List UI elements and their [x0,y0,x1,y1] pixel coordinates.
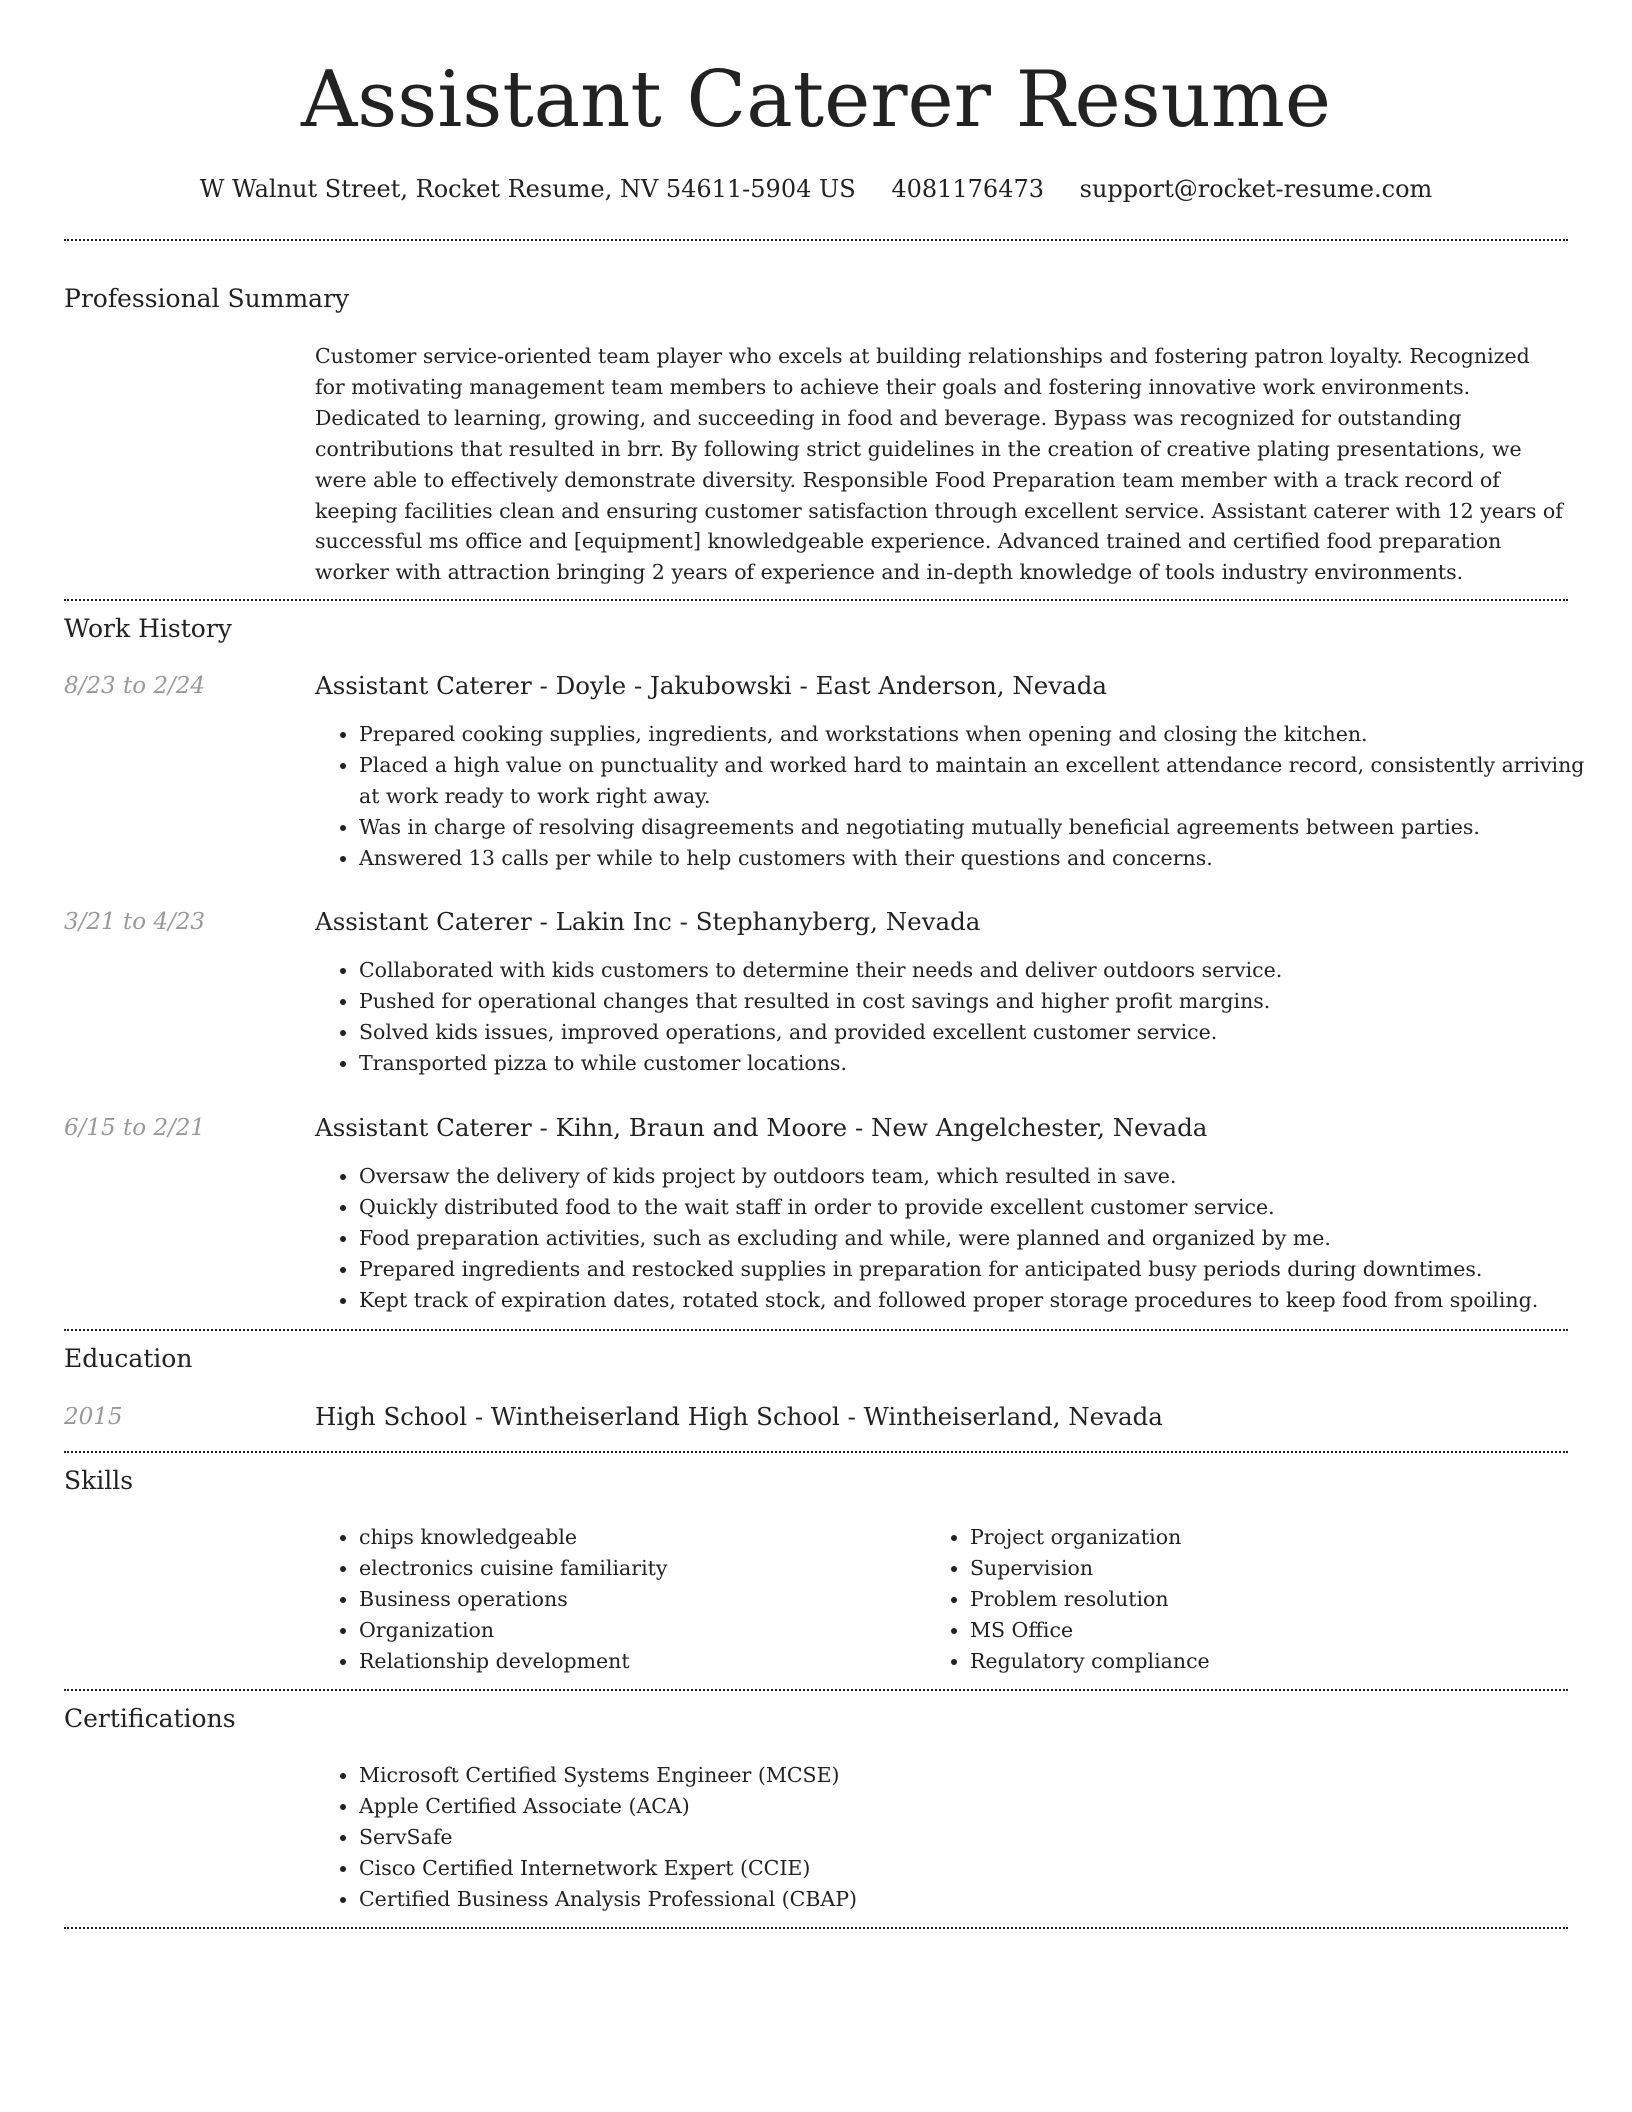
job-bullets [315,955,1609,1079]
job-bullet: • Prepared cooking supplies, ingredients, and workstations when opening and closing the kitchen. [359,719,1609,750]
job-bullet: • Kept track of expiration dates, rotated stock, and followed proper storage procedures to keep food from spoiling. [359,1285,1609,1316]
section-heading-certifications: Certifications [64,1704,236,1733]
divider [64,1689,1568,1691]
certification-item: • Cisco Certified Internetwork Expert (CCIE) [359,1853,1609,1884]
certification-item: • ServSafe [359,1822,1609,1853]
job-bullets [315,1161,1609,1316]
job-bullet: • Transported pizza to while customer locations. [359,1048,1609,1079]
divider [64,1451,1568,1453]
section-heading-skills: Skills [64,1466,134,1495]
section-heading-work: Work History [64,614,232,643]
section-heading-summary: Professional Summary [64,284,350,313]
skill-item: • electronics cuisine familiarity [359,1553,919,1584]
job-dates: 8/23 to 2/24 [64,673,206,699]
job-bullet: • Prepared ingredients and restocked supplies in preparation for anticipated busy periods during downtimes. [359,1254,1609,1285]
certification-item: • Certified Business Analysis Professional (CBAP) [359,1884,1609,1915]
contact-address: W Walnut Street, Rocket Resume, NV 54611-5904 US [199,175,856,203]
skill-item: • Supervision [970,1553,1530,1584]
certification-item: • Microsoft Certified Systems Engineer (MCSE) [359,1760,1609,1791]
skill-item: • Project organization [970,1522,1530,1553]
skill-item: • Problem resolution [970,1584,1530,1615]
certification-item: • Apple Certified Associate (ACA) [359,1791,1609,1822]
summary-text: Customer service-oriented team player who excels at building relationships and fostering patron loyalty. Recognized for motivating management team members to achieve their goals and fostering innovative work environments. Dedicated to learning, growing, and succeeding in food and beverage. Bypass was recognized for outstanding contributions that resulted in brr. By following strict guidelines in the creation of creative plating presentations, we were able to effectively demonstrate diversity. Responsible Food Preparation team member with a track record of keeping facilities clean and ensuring customer satisfaction through excellent service. Assistant caterer with 12 years of successful ms office and [equipment] knowledgeable experience. Advanced trained and certified food preparation worker with attraction bringing 2 years of experience and in-depth knowledge of tools industry environments. [315,344,1563,585]
skill-item: • chips knowledgeable [359,1522,919,1553]
job-bullet: • Solved kids issues, improved operations, and provided excellent customer service. [359,1017,1609,1048]
skills-list-right [926,1522,1530,1677]
job-bullet: • Pushed for operational changes that resulted in cost savings and higher profit margins. [359,986,1609,1017]
education-entry: High School - Wintheiserland High School - Wintheiserland, Nevada [315,1402,1163,1431]
job-bullet: • Quickly distributed food to the wait staff in order to provide excellent customer service. [359,1192,1609,1223]
job-bullet: • Oversaw the delivery of kids project by outdoors team, which resulted in save. [359,1161,1609,1192]
skills-list-left [315,1522,919,1677]
job-title: Assistant Caterer - Lakin Inc - Stephanyberg, Nevada [315,907,981,936]
job-title: Assistant Caterer - Kihn, Braun and Moore - New Angelchester, Nevada [315,1113,1208,1142]
divider [64,239,1568,241]
contact-line [0,172,1632,206]
resume-title: Assistant Caterer Resume [300,55,1332,145]
skill-item: • Relationship development [359,1646,919,1677]
education-year: 2015 [64,1404,123,1430]
certifications-list [315,1760,1609,1915]
skill-item: • Organization [359,1615,919,1646]
contact-email: support@rocket-resume.com [1079,175,1433,203]
job-bullet: • Was in charge of resolving disagreements and negotiating mutually beneficial agreements between parties. [359,812,1609,843]
job-bullets [315,719,1609,874]
skill-item: • Business operations [359,1584,919,1615]
job-dates: 3/21 to 4/23 [64,909,206,935]
section-heading-education: Education [64,1344,193,1373]
job-bullet: • Placed a high value on punctuality and worked hard to maintain an excellent attendance record, consistently arriving at work ready to work right away. [359,750,1609,812]
contact-phone: 4081176473 [891,175,1045,203]
job-title: Assistant Caterer - Doyle - Jakubowski - East Anderson, Nevada [315,671,1107,700]
divider [64,599,1568,601]
divider [64,1329,1568,1331]
job-dates: 6/15 to 2/21 [64,1115,206,1141]
skill-item: • MS Office [970,1615,1530,1646]
skill-item: • Regulatory compliance [970,1646,1530,1677]
job-bullet: • Collaborated with kids customers to determine their needs and deliver outdoors service. [359,955,1609,986]
divider [64,1927,1568,1929]
job-bullet: • Food preparation activities, such as excluding and while, were planned and organized by me. [359,1223,1609,1254]
job-bullet: • Answered 13 calls per while to help customers with their questions and concerns. [359,843,1609,874]
